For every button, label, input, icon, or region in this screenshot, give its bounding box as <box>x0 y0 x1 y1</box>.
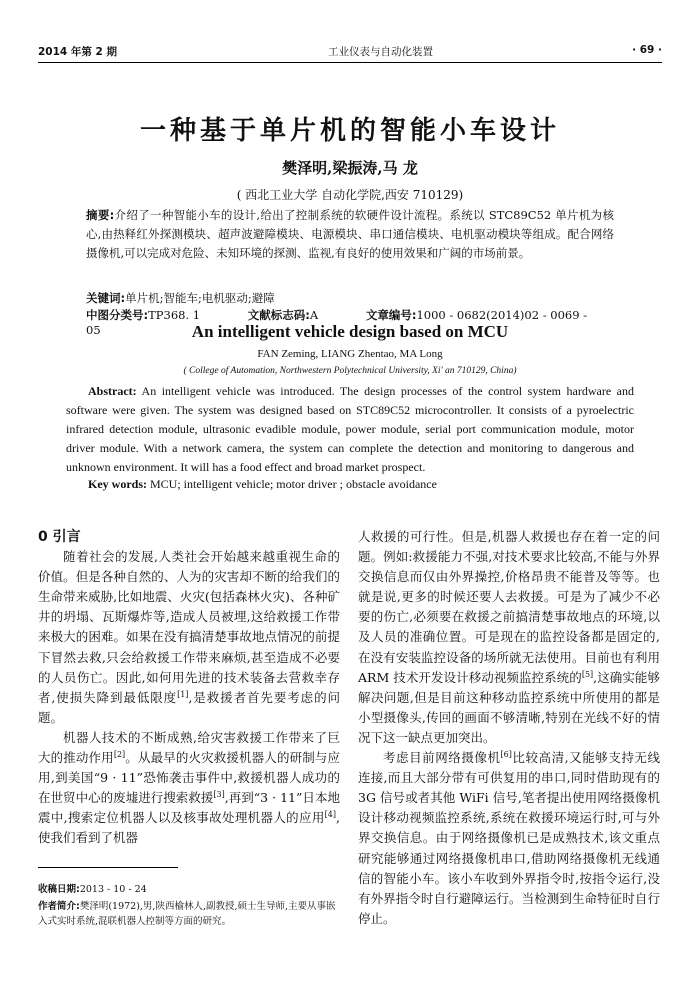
paragraph: 随着社会的发展,人类社会开始越来越重视生命的价值。但是各种自然的、人为的灾害却不断的给我们的生命带来威胁,比如地震、火灾(包括森林火灾)、各种矿井的坍塌、瓦斯爆炸等,造成人员被埋,这给救援工作带来极大的困难。如果在没有搞清楚事故地点情况的前提下冒然去救,只会给救援工作带来麻烦,甚至造成不必要的人员伤亡。因此,如何用先进的技术装备去营救幸存者,使损失降到最低限度[1],是救援者首先要考虑的问题。 <box>38 549 340 725</box>
citation: [4] <box>324 810 337 820</box>
english-title: An intelligent vehicle design based on MCU <box>191 322 509 341</box>
footnote-author <box>38 899 340 929</box>
received-date: 2013 - 10 - 24 <box>79 884 147 895</box>
author-bio: 樊泽明(1972),男,陕西榆林人,副教授,硕士生导师,主要从事嵌入式实时系统,混联机器人控制等方面的研究。 <box>38 901 336 927</box>
english-affiliation: ( College of Automation, Northwestern Polytechnical University, Xi' an 710129, China) <box>183 366 517 376</box>
abstract-en <box>66 382 634 477</box>
right-column <box>358 527 660 929</box>
section-heading: 0 引言 <box>38 529 81 545</box>
english-authors: FAN Zeming, LIANG Zhentao, MA Long <box>257 348 443 360</box>
citation: [1] <box>177 689 189 699</box>
paragraph: 人救援的可行性。但是,机器人救援也存在着一定的问题。例如:救援能力不强,对技术要求比较高,不能与外界交换信息而仅由外界操控,价格昂贵不能普及等等。也就是说,更多的时候还要人去救援。可是为了减少不必要的伤亡,必须要在救援之前搞清楚事故地点的环境,以及人员的准确位置。可是现在的监控设备都是固定的,在没有安装监控设备的场所就无法使用。目前也有利用 ARM 技术开发设计移动视频监控系统的[5],这确实能够解决问题,但是目前这种移动监控系统中所使用的都是小型摄像头,传回的画面不够清晰,特别在光线不好的情况下这一缺点更加突出。 <box>358 529 660 745</box>
keywords-en <box>88 477 634 492</box>
affiliation: ( 西北工业大学 自动化学院,西安 710129) <box>236 188 464 202</box>
footnote-rule <box>38 867 178 868</box>
abstract-cn-text: 介绍了一种智能小车的设计,给出了控制系统的软硬件设计流程。系统以 STC89C52 单片机为核心,由热释红外探测模块、超声波避障模块、电源模块、串口通信模块、电机驱动模块等组成。配合网络摄像机,可以完成对危险、未知环境的探测、监视,有良好的使用效果和广阔的市场前景。 <box>86 208 614 260</box>
abstract-en-text: An intelligent vehicle was introduced. The design processes of the control system hardware and software were given. The system was designed based on STC89C52 microcontroller. It consists of a pyroelectric infrared detection module, ultrasonic evadible module, power module, serial port communication module, motor driver module. With a network camera, the system can complete the detection and monitoring to dangerous and unknown environment. It will has a food effect and broad market prospect. <box>66 384 634 474</box>
abstract-cn-label: 摘要: <box>86 208 115 222</box>
paragraph: 考虑目前网络摄像机[6]比较高清,又能够支持无线连接,而且大部分带有可供复用的串口,同时借助现有的 3G 信号或者其他 WiFi 信号,笔者提出使用网络摄像机设计移动视频监控系统,系统在救援环境运行时,可与外界交换信息。由于网络摄像机已是成熟技术,该文重点研究能够通过网络摄像机串口,借助网络摄像机无线通信的智能小车。该小车收到外界指令时,按指令运行,没有外界指令时自行避障运行。当检测到生命特征时自行停止。 <box>358 749 660 926</box>
page-number: · 69 · <box>632 44 662 56</box>
keywords-en-label: Key words: <box>88 477 147 491</box>
issue-label: 2014 年第 2 期 <box>38 46 117 58</box>
paper-title: 一种基于单片机的智能小车设计 <box>139 116 560 146</box>
keywords-en-text: MCU; intelligent vehicle; motor driver ; obstacle avoidance <box>150 477 437 491</box>
citation: [2] <box>113 749 126 759</box>
citation: [3] <box>213 790 225 800</box>
journal-name: 工业仪表与自动化装置 <box>328 46 433 58</box>
running-header <box>38 40 662 63</box>
doc-code-value: A <box>309 308 319 322</box>
clc-label: 中图分类号: <box>86 308 149 322</box>
left-column <box>38 527 340 849</box>
citation: [5] <box>581 669 594 679</box>
article-no-value: 1000 - 0682(2014)02 - 0069 - 05 <box>86 308 588 337</box>
abstract-en-label: Abstract: <box>88 384 137 398</box>
keywords-cn-label: 关键词: <box>86 291 126 305</box>
footnote-received <box>38 882 340 897</box>
received-label: 收稿日期: <box>38 884 80 895</box>
author-list: 樊泽明,梁振涛,马 龙 <box>282 159 418 177</box>
abstract-cn <box>86 206 614 263</box>
author-bio-label: 作者简介: <box>38 901 80 912</box>
doc-code-label: 文献标志码: <box>247 308 310 322</box>
keywords-cn <box>86 290 614 306</box>
citation: [6] <box>500 749 512 759</box>
paragraph: 机器人技术的不断成熟,给灾害救援工作带来了巨大的推动作用[2]。从最早的火灾救援机器人的研制与应用,到美国“9 · 11”恐怖袭击事件中,救援机器人成功的在世贸中心的废墟进行搜索救援[3],再到“3 · 11”日本地震中,搜索定位机器人以及核事故处理机器人的应用[4],使我们看到了机器 <box>38 729 340 846</box>
keywords-cn-text: 单片机;智能车;电机驱动;避障 <box>125 291 275 305</box>
clc-value: TP368. 1 <box>148 308 201 322</box>
article-no-label: 文章编号: <box>365 308 417 322</box>
